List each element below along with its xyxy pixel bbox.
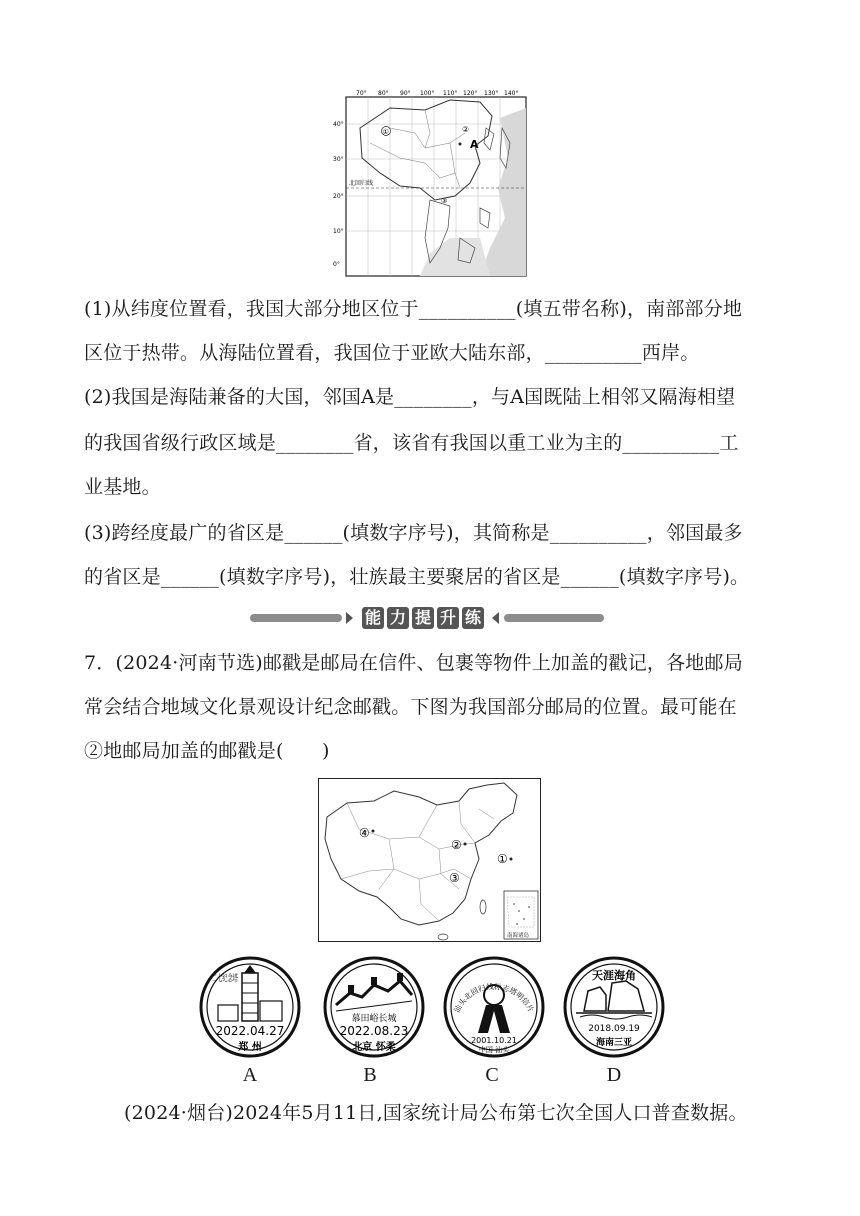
inset-label: 南海诸岛 — [507, 933, 530, 939]
q3-line-2: 的省区是______(填数字序号)，壮族最主要聚居的省区是______(填数字序号)。 — [84, 566, 750, 588]
banner-right-arrow-icon — [492, 612, 499, 624]
lat-label: 10° — [333, 228, 344, 235]
stamp-b-top-text: 慕田峪长城 — [351, 1014, 397, 1024]
stamp-d-date: 2018.09.19 — [588, 1024, 640, 1034]
stamp-a-top-text: 二七纪念塔 — [212, 974, 258, 984]
option-c-label: C — [485, 1064, 499, 1086]
lon-label: 90° — [400, 90, 411, 97]
option-d-label: D — [606, 1064, 622, 1086]
china-map — [318, 778, 541, 942]
q7-line-1: 7．(2024·河南节选)邮戳是邮局在信件、包裹等物件上加盖的戳记，各地邮局 — [84, 652, 743, 674]
q1-line-2: 区位于热带。从海陆位置看，我国位于亚欧大陆东部，__________西岸。 — [84, 342, 700, 364]
banner-left-bar — [250, 614, 342, 622]
q7-line-3: ②地邮局加盖的邮戳是( ) — [84, 740, 330, 762]
q7-line-2: 常会结合地域文化景观设计纪念邮戳。下图为我国部分邮局的位置。最可能在 — [84, 696, 737, 718]
stamp-c-place: 中国 汕头 — [478, 1046, 510, 1054]
stamp-c-date: 2001.10.21 — [471, 1036, 517, 1045]
tropic-label: 北回归线 — [349, 180, 374, 187]
map1-marker-3: ③ — [441, 197, 448, 205]
footer-line: (2024·烟台)2024年5月11日,国家统计局公布第七次全国人口普查数据。 — [124, 1102, 748, 1124]
map2-marker-3: ③ — [449, 871, 460, 885]
q3-line-1: (3)跨经度最广的省区是______(填数字序号)，其简称是__________，邻国最多 — [84, 522, 743, 544]
map1-marker-A: A — [470, 138, 479, 151]
banner-left-arrow-icon — [346, 612, 353, 624]
banner-char: 升 — [437, 607, 459, 629]
stamp-b-date: 2022.08.23 — [339, 1024, 409, 1038]
lon-label: 120° — [463, 90, 478, 97]
option-a-label: A — [242, 1064, 258, 1086]
stamp-b — [322, 955, 426, 1059]
lat-label: 30° — [333, 156, 344, 163]
banner-char: 能 — [362, 607, 384, 629]
stamp-a-place: 郑 州 — [238, 1042, 262, 1053]
stamp-a-date: 2022.04.27 — [215, 1024, 285, 1038]
q2-line-2: 的我国省级行政区域是________省，该省有我国以重工业为主的__________工 — [84, 432, 739, 454]
lat-label: 0° — [333, 261, 340, 268]
q2-line-1: (2)我国是海陆兼备的大国，邻国A是________，与A国既陆上相邻又隔海相望 — [84, 386, 736, 408]
map2-marker-2: ② — [451, 838, 462, 852]
lon-label: 100° — [420, 90, 435, 97]
stamp-c-top-text: 汕头北回归线标志塔明信片 — [452, 982, 536, 1015]
option-b-label: B — [363, 1064, 377, 1086]
lon-label: 110° — [443, 90, 458, 97]
q1-line-1: (1)从纬度位置看，我国大部分地区位于__________(填五带名称)，南部部分地 — [84, 298, 743, 320]
map1-marker-2: ② — [462, 125, 470, 134]
banner-char: 提 — [412, 607, 434, 629]
stamp-b-place: 北京 怀柔 — [352, 1042, 396, 1053]
banner-char: 力 — [387, 607, 409, 629]
lon-label: 70° — [356, 90, 367, 97]
lat-label: 20° — [333, 193, 344, 200]
lat-label: 40° — [333, 121, 344, 128]
stamp-d — [562, 955, 666, 1059]
stamp-d-place: 海南三亚 — [595, 1038, 633, 1048]
stamp-c — [442, 955, 546, 1059]
q2-line-3: 业基地。 — [84, 476, 161, 498]
east-asia-map — [330, 88, 530, 278]
lon-label: 130° — [484, 90, 499, 97]
lon-label: 140° — [504, 90, 519, 97]
map2-marker-4: ④ — [359, 826, 370, 840]
banner-char: 练 — [462, 607, 484, 629]
section-banner — [250, 605, 610, 631]
lon-label: 80° — [378, 90, 389, 97]
stamp-a — [198, 955, 302, 1059]
stamp-d-top-text: 天涯海角 — [592, 969, 636, 982]
banner-right-bar — [504, 614, 604, 622]
map2-marker-1: ① — [497, 852, 508, 866]
map1-marker-1: ① — [382, 128, 389, 136]
